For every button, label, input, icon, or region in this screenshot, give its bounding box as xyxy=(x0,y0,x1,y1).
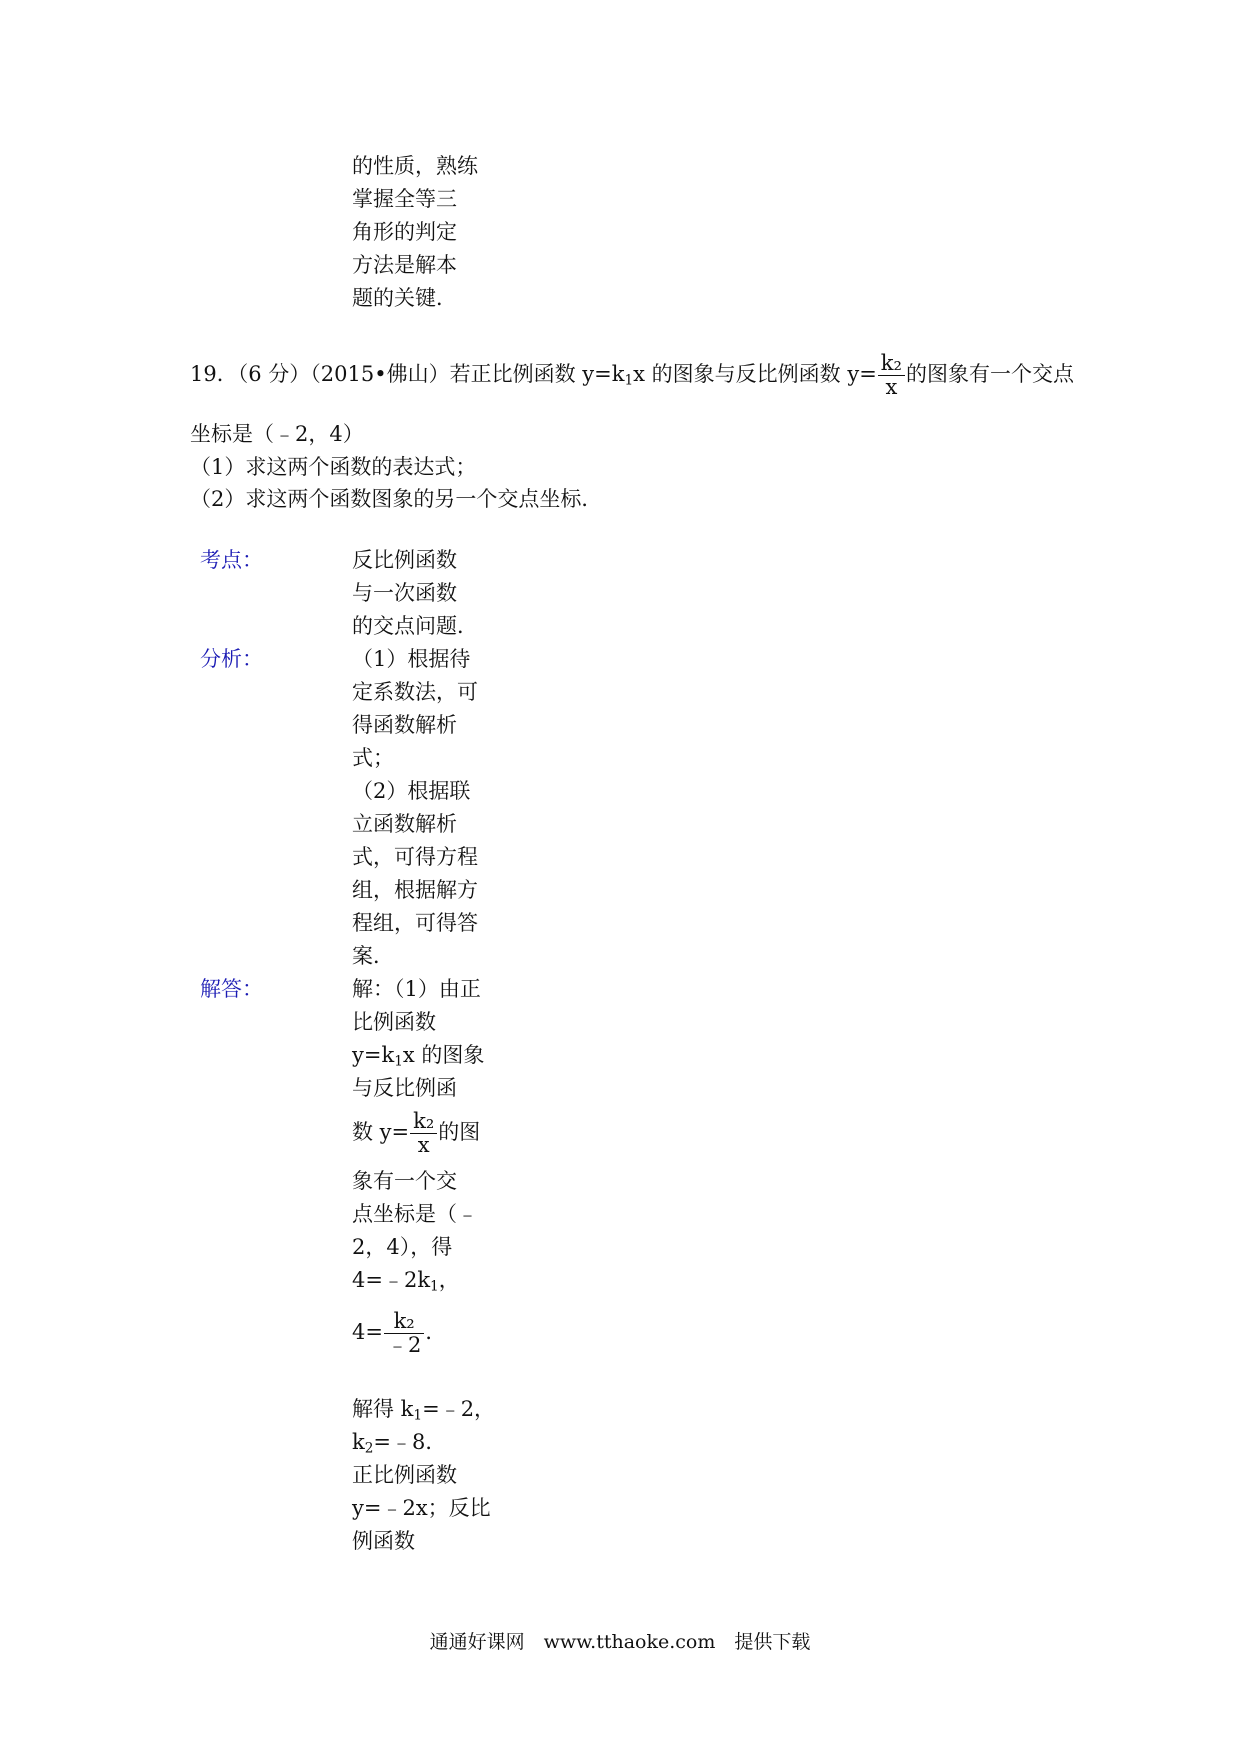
math-text: k xyxy=(352,1430,365,1454)
fenxi-line: 得函数解析 xyxy=(352,713,457,737)
prev-line: 方法是解本 xyxy=(352,253,457,277)
fraction-denominator: x xyxy=(885,375,898,400)
subscript: 1 xyxy=(413,1407,423,1424)
math-text: 的图 xyxy=(438,1120,481,1144)
fenxi-line: 式； xyxy=(352,746,394,770)
math-text: x 的图象 xyxy=(402,1043,485,1067)
jieda-line: 2，4），得 xyxy=(352,1235,453,1259)
math-text: ． xyxy=(425,1320,447,1344)
math-text: y=k xyxy=(352,1043,395,1067)
fraction-numerator: k₂ xyxy=(384,1310,424,1334)
fraction-numerator: k₂ xyxy=(410,1110,437,1134)
prev-line: 的性质，熟练 xyxy=(352,154,478,178)
fraction-numerator: k₂ xyxy=(878,352,905,376)
fraction xyxy=(384,1310,424,1357)
kaodian-label: 考点： xyxy=(200,548,263,572)
jieda-line: 点坐标是（﹣ xyxy=(352,1202,478,1226)
kaodian-line: 的交点问题． xyxy=(352,614,478,638)
math-text: 4=﹣2k xyxy=(352,1268,431,1292)
math-text: =﹣8． xyxy=(373,1430,447,1454)
jieda-line: 正比例函数 xyxy=(352,1463,457,1487)
math-text: 解得 k xyxy=(352,1397,414,1421)
math-text: =﹣2， xyxy=(422,1397,496,1421)
jieda-line: 象有一个交 xyxy=(352,1169,457,1193)
jieda-line xyxy=(352,1039,484,1072)
question-text: 的图象有一个交点 xyxy=(905,362,1074,387)
subscript: 1 xyxy=(394,1053,403,1070)
subscript: 2 xyxy=(364,1440,374,1457)
kaodian-line: 与一次函数 xyxy=(352,581,457,605)
jieda-label: 解答： xyxy=(200,977,263,1001)
jieda-line xyxy=(352,1302,446,1362)
prev-line: 掌握全等三 xyxy=(352,187,457,211)
jieda-line: 比例函数 xyxy=(352,1010,436,1034)
question-part-1: （1）求这两个函数的表达式； xyxy=(190,455,477,479)
question-text: 19．（6 分）（2015•佛山）若正比例函数 y=k xyxy=(190,362,625,387)
jieda-line: y=﹣2x；反比 xyxy=(352,1496,491,1520)
fraction xyxy=(878,352,905,399)
page-footer: 通通好课网 www.tthaoke.com 提供下载 xyxy=(429,1631,811,1653)
prev-line: 角形的判定 xyxy=(352,220,457,244)
fenxi-line: （2）根据联 xyxy=(352,779,471,803)
fenxi-line: 定系数法，可 xyxy=(352,680,478,704)
fenxi-label: 分析： xyxy=(200,647,263,671)
fraction xyxy=(410,1110,437,1157)
math-text: 数 y= xyxy=(352,1120,410,1144)
prev-line: 题的关键． xyxy=(352,286,457,310)
jieda-line xyxy=(352,1264,460,1297)
fenxi-line: 式，可得方程 xyxy=(352,845,478,869)
fraction-denominator: ﹣2 xyxy=(386,1333,422,1357)
jieda-line: 例函数 xyxy=(352,1529,415,1553)
fenxi-line: 案． xyxy=(352,944,394,968)
jieda-line xyxy=(352,1426,446,1459)
fraction-denominator: x xyxy=(417,1133,430,1157)
jieda-line xyxy=(352,1393,495,1426)
question-line-1 xyxy=(190,352,1074,399)
question-part-2: （2）求这两个函数图象的另一个交点坐标． xyxy=(190,487,603,511)
fenxi-line: （1）根据待 xyxy=(352,647,471,671)
question-line-2: 坐标是（﹣2，4） xyxy=(190,422,364,446)
kaodian-line: 反比例函数 xyxy=(352,548,457,572)
subscript: 1 xyxy=(430,1278,439,1295)
fenxi-line: 组，根据解方 xyxy=(352,878,478,902)
subscript: 1 xyxy=(624,372,634,389)
jieda-line xyxy=(352,1104,480,1160)
math-text: ， xyxy=(438,1268,460,1292)
math-text: 4= xyxy=(352,1320,383,1344)
jieda-line: 与反比例函 xyxy=(352,1076,457,1100)
fenxi-line: 程组，可得答 xyxy=(352,911,478,935)
question-text: x 的图象与反比例函数 y= xyxy=(633,362,877,387)
jieda-line: 解：（1）由正 xyxy=(352,977,481,1001)
fenxi-line: 立函数解析 xyxy=(352,812,457,836)
